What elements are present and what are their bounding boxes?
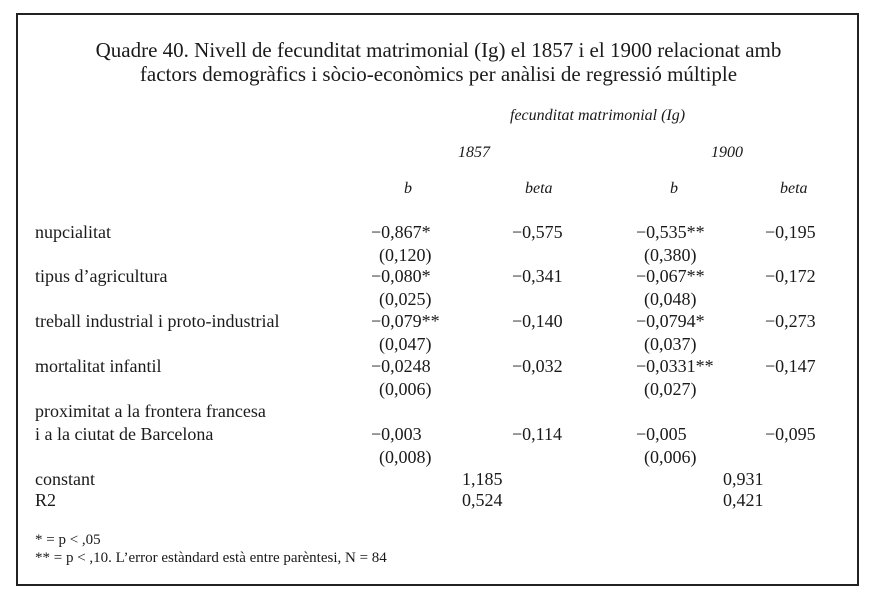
- cell-beta-1900: −0,172: [765, 266, 816, 286]
- cell-beta-1900: −0,095: [765, 424, 816, 444]
- header-year-1857: 1857: [458, 144, 490, 161]
- row-label: treball industrial i proto-industrial: [35, 311, 280, 331]
- cell-beta-1857: −0,140: [512, 311, 563, 331]
- cell-b-1857: −0,867*: [371, 222, 431, 242]
- cell-se-1857: (0,008): [379, 447, 432, 467]
- cell-beta-1857: −0,575: [512, 222, 563, 242]
- constant-1857: 1,185: [462, 469, 503, 489]
- cell-b-1857: −0,080*: [371, 266, 431, 286]
- cell-se-1900: (0,037): [644, 334, 697, 354]
- cell-b-1900: −0,0794*: [636, 311, 705, 331]
- r2-1857: 0,524: [462, 490, 503, 510]
- r2-1900: 0,421: [723, 490, 764, 510]
- cell-se-1857: (0,047): [379, 334, 432, 354]
- cell-beta-1857: −0,341: [512, 266, 563, 286]
- cell-se-1857: (0,025): [379, 289, 432, 309]
- cell-b-1857: −0,079**: [371, 311, 440, 331]
- r2-label: R2: [35, 490, 57, 510]
- table-title-line1: Quadre 40. Nivell de fecunditat matrimonial (Ig) el 1857 i el 1900 relacionat amb: [95, 38, 782, 62]
- cell-se-1857: (0,120): [379, 245, 432, 265]
- cell-beta-1857: −0,114: [512, 424, 562, 444]
- cell-b-1857: −0,003: [371, 424, 422, 444]
- cell-se-1900: (0,048): [644, 289, 697, 309]
- constant-1900: 0,931: [723, 469, 764, 489]
- header-beta-1857: beta: [525, 180, 553, 197]
- cell-b-1900: −0,535**: [636, 222, 705, 242]
- cell-b-1857: −0,0248: [371, 356, 431, 376]
- cell-se-1857: (0,006): [379, 379, 432, 399]
- footnote-2: ** = p < ,10. L’error estàndard està entre parèntesi, N = 84: [35, 550, 387, 566]
- header-year-1900: 1900: [711, 144, 743, 161]
- header-b-1857: b: [404, 180, 412, 197]
- cell-beta-1900: −0,147: [765, 356, 816, 376]
- cell-b-1900: −0,005: [636, 424, 687, 444]
- row-label: tipus d’agricultura: [35, 266, 168, 286]
- cell-beta-1900: −0,273: [765, 311, 816, 331]
- cell-se-1900: (0,006): [644, 447, 697, 467]
- row-label: i a la ciutat de Barcelona: [35, 424, 214, 444]
- cell-se-1900: (0,380): [644, 245, 697, 265]
- footnote-1: * = p < ,05: [35, 532, 101, 548]
- constant-label: constant: [35, 469, 95, 489]
- cell-b-1900: −0,0331**: [636, 356, 714, 376]
- header-beta-1900: beta: [780, 180, 808, 197]
- row-label: nupcialitat: [35, 222, 111, 242]
- cell-beta-1857: −0,032: [512, 356, 563, 376]
- header-b-1900: b: [670, 180, 678, 197]
- row-label: mortalitat infantil: [35, 356, 162, 376]
- row-label-line1: proximitat a la frontera francesa: [35, 401, 266, 421]
- table-title-line2: factors demogràfics i sòcio-econòmics per anàlisi de regressió múltiple: [139, 62, 738, 86]
- cell-b-1900: −0,067**: [636, 266, 705, 286]
- cell-se-1900: (0,027): [644, 379, 697, 399]
- cell-beta-1900: −0,195: [765, 222, 816, 242]
- header-group: fecunditat matrimonial (Ig): [510, 107, 686, 124]
